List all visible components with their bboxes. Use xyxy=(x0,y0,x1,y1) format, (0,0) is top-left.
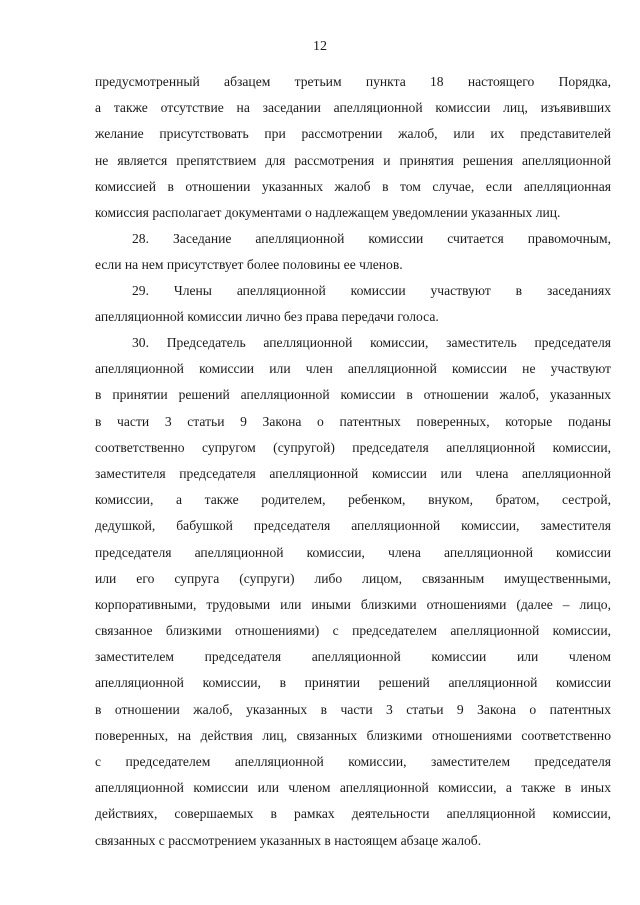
text-line: комиссии, а также родителем, ребенком, внуком, братом, сестрой, xyxy=(95,492,611,508)
text-line: в отношении жалоб, указанных в части 3 статьи 9 Закона о патентных xyxy=(95,701,611,717)
text-line: поверенных, на действия лиц, связанных близкими отношениями соответственно xyxy=(95,727,611,743)
text-line: 28. Заседание апелляционной комиссии считается правомочным, xyxy=(132,231,611,246)
text-line: апелляционной комиссии или член апелляционной комиссии не участвуют xyxy=(95,361,611,377)
text-line: корпоративными, трудовыми или иными близкими отношениями (далее – лицо, xyxy=(95,596,611,612)
text-line: апелляционной комиссии или членом апелляционной комиссии, а также в иных xyxy=(95,780,611,796)
text-line: заместителя председателя апелляционной комиссии или члена апелляционной xyxy=(95,465,611,481)
text-line: с председателем апелляционной комиссии, заместителем председателя xyxy=(95,754,611,769)
text-line: 29. Члены апелляционной комиссии участвуют в заседаниях xyxy=(132,283,611,298)
paragraph-item-29 xyxy=(95,278,611,330)
text-line: председателя апелляционной комиссии, члена апелляционной комиссии xyxy=(95,544,611,560)
text-line: связанных с рассмотрением указанных в настоящем абзаце жалоб. xyxy=(95,832,482,848)
text-line: дедушкой, бабушкой председателя апелляционной комиссии, заместителя xyxy=(95,518,611,534)
text-line: если на нем присутствует более половины ее членов. xyxy=(95,257,403,273)
text-line: желание присутствовать при рассмотрении жалоб, или их представителей xyxy=(95,126,611,142)
text-line: а также отсутствие на заседании апелляционной комиссии лиц, изъявивших xyxy=(95,100,611,116)
text-line: апелляционной комиссии, в принятии решений апелляционной комиссии xyxy=(95,675,611,691)
text-line: или его супруга (супруги) либо лицом, связанным имущественными, xyxy=(95,570,611,586)
text-line: заместителем председателя апелляционной комиссии или членом xyxy=(95,649,611,665)
text-line: действиях, совершаемых в рамках деятельности апелляционной комиссии, xyxy=(95,806,611,822)
text-line: соответственно супругом (супругой) председателя апелляционной комиссии, xyxy=(95,439,611,455)
text-line: апелляционной комиссии лично без права передачи голоса. xyxy=(95,309,439,325)
paragraph-continuation xyxy=(95,69,611,226)
page-number: 12 xyxy=(313,39,327,54)
text-line: в принятии решений апелляционной комиссии в отношении жалоб, указанных xyxy=(95,387,611,403)
text-line: предусмотренный абзацем третьим пункта 18 настоящего Порядка, xyxy=(95,74,611,89)
text-line: в части 3 статьи 9 Закона о патентных поверенных, которые поданы xyxy=(95,413,611,429)
text-line: 30. Председатель апелляционной комиссии, заместитель председателя xyxy=(132,335,611,350)
text-line: комиссия располагает документами о надлежащем уведомлении указанных лиц. xyxy=(95,204,561,220)
text-line: комиссией в отношении указанных жалоб в том случае, если апелляционная xyxy=(95,178,611,194)
text-line: связанное близкими отношениями) с председателем апелляционной комиссии, xyxy=(95,623,611,639)
paragraph-item-28 xyxy=(95,226,611,278)
paragraph-item-30 xyxy=(95,330,611,854)
text-line: не является препятствием для рассмотрения и принятия решения апелляционной xyxy=(95,152,611,168)
